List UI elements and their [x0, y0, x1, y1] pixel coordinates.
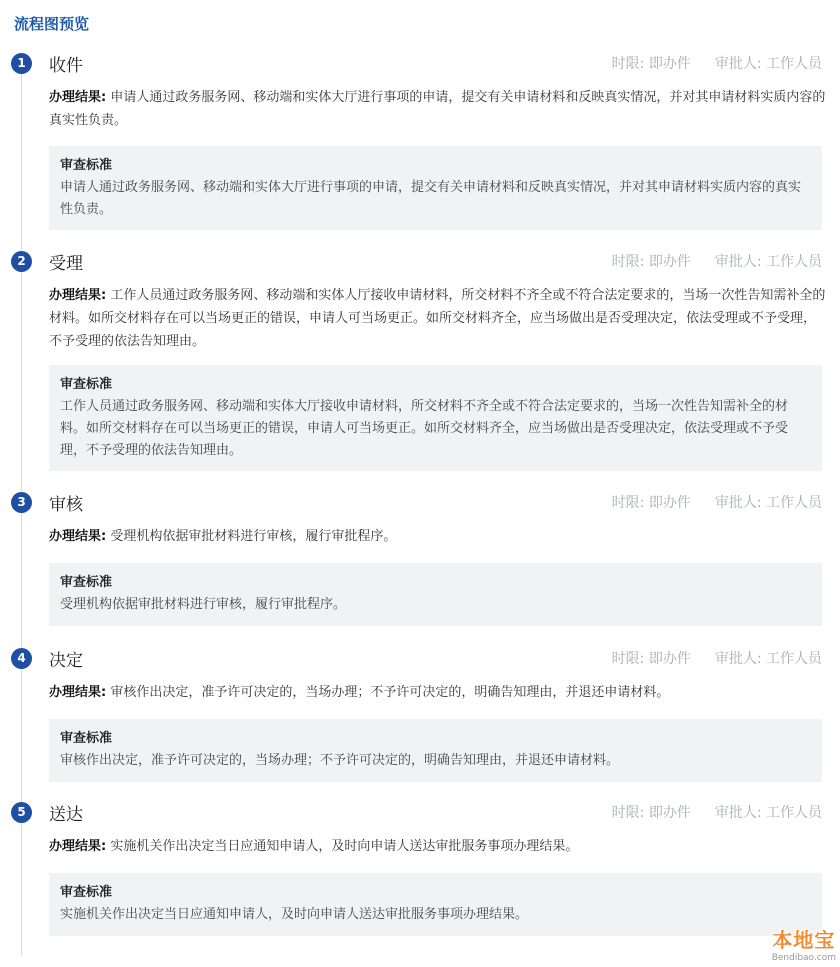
step-deadline: 时限: 即办件 [611, 56, 691, 72]
step-approver: 审批人: 工作人员 [714, 495, 822, 511]
review-standard-text: 受理机构依据审批材料进行审核，履行审批程序。 [60, 597, 347, 612]
result-text: 审核作出决定，准予许可决定的，当场办理；不予许可决定的，明确告知理由，并退还申请材料。 [110, 685, 670, 700]
review-standard-title: 审查标准 [60, 731, 113, 746]
review-standard-title: 审查标准 [60, 885, 113, 900]
step-number-badge: 4 [11, 648, 32, 669]
step-number-badge: 5 [11, 802, 32, 823]
step-result [49, 525, 827, 548]
step-meta [612, 648, 822, 668]
bendibao-watermark-logo [772, 924, 836, 963]
step-result [49, 284, 827, 353]
review-standard-box [49, 365, 822, 471]
result-label: 办理结果: [49, 529, 107, 544]
step-title: 送达 [49, 805, 83, 825]
step-deadline: 时限: 即办件 [611, 805, 691, 821]
step-number-badge: 2 [11, 251, 32, 272]
step-approver: 审批人: 工作人员 [714, 254, 822, 270]
step-number-badge: 3 [11, 492, 32, 513]
step-result [49, 681, 827, 704]
watermark-sub: Bendibao.com [771, 953, 836, 963]
step-deadline: 时限: 即办件 [611, 254, 691, 270]
result-label: 办理结果: [49, 685, 107, 700]
review-standard-title: 审查标准 [60, 158, 113, 173]
step-number-badge: 1 [11, 53, 32, 74]
step-approver: 审批人: 工作人员 [714, 56, 822, 72]
step-meta [612, 492, 822, 512]
step-approver: 审批人: 工作人员 [714, 651, 822, 667]
step-approver: 审批人: 工作人员 [714, 805, 822, 821]
result-text: 受理机构依据审批材料进行审核，履行审批程序。 [110, 529, 397, 544]
review-standard-box [49, 146, 822, 230]
step-title: 审核 [49, 495, 83, 515]
review-standard-text: 实施机关作出决定当日应通知申请人，及时向申请人送达审批服务事项办理结果。 [60, 907, 529, 922]
review-standard-text: 审核作出决定，准予许可决定的，当场办理；不予许可决定的，明确告知理由，并退还申请材料。 [60, 753, 620, 768]
step-result [49, 835, 827, 858]
step-meta [612, 251, 822, 271]
step-title: 受理 [49, 254, 83, 274]
result-text: 工作人员通过政务服务网、移动端和实体人厅接收申请材料，所交材料不齐全或不符合法定要求的，当场一次性告知需补全的材料。如所交材料存在可以当场更正的错误，申请人可当场更正。如所交材料齐全，应当场做出是否受理决定，依法受理或不予受理，不予受理的依法告知理由。 [49, 288, 826, 349]
step-title: 收件 [49, 56, 83, 76]
watermark-main: 本地宝 [772, 928, 836, 952]
result-label: 办理结果: [49, 288, 107, 303]
review-standard-text: 工作人员通过政务服务网、移动端和实体大厅接收申请材料，所交材料不齐全或不符合法定要求的，当场一次性告知需补全的材料。如所交材料存在可以当场更正的错误，申请人可当场更正。如所交材料齐全，应当场做出是否受理决定，依法受理或不予受理，不予受理的依法告知理由。 [60, 399, 789, 458]
step-result [49, 86, 827, 132]
step-title: 决定 [49, 651, 83, 671]
review-standard-title: 审查标准 [60, 377, 113, 392]
step-deadline: 时限: 即办件 [611, 495, 691, 511]
result-text: 实施机关作出决定当日应通知申请人，及时向申请人送达审批服务事项办理结果。 [110, 839, 579, 854]
result-text: 申请人通过政务服务网、移动端和实体大厅进行事项的申请，提交有关申请材料和反映真实情况，并对其申请材料实质内容的真实性负责。 [49, 90, 826, 128]
review-standard-box [49, 719, 822, 782]
review-standard-box [49, 873, 822, 936]
review-standard-title: 审查标准 [60, 575, 113, 590]
review-standard-text: 申请人通过政务服务网、移动端和实体大厅进行事项的申请，提交有关申请材料和反映真实情况，并对其申请材料实质内容的真实性负责。 [60, 180, 802, 217]
result-label: 办理结果: [49, 839, 107, 854]
page-title: 流程图预览 [14, 15, 90, 33]
result-label: 办理结果: [49, 90, 107, 105]
step-meta [612, 53, 822, 73]
step-deadline: 时限: 即办件 [611, 651, 691, 667]
review-standard-box [49, 563, 822, 626]
step-meta [612, 802, 822, 822]
